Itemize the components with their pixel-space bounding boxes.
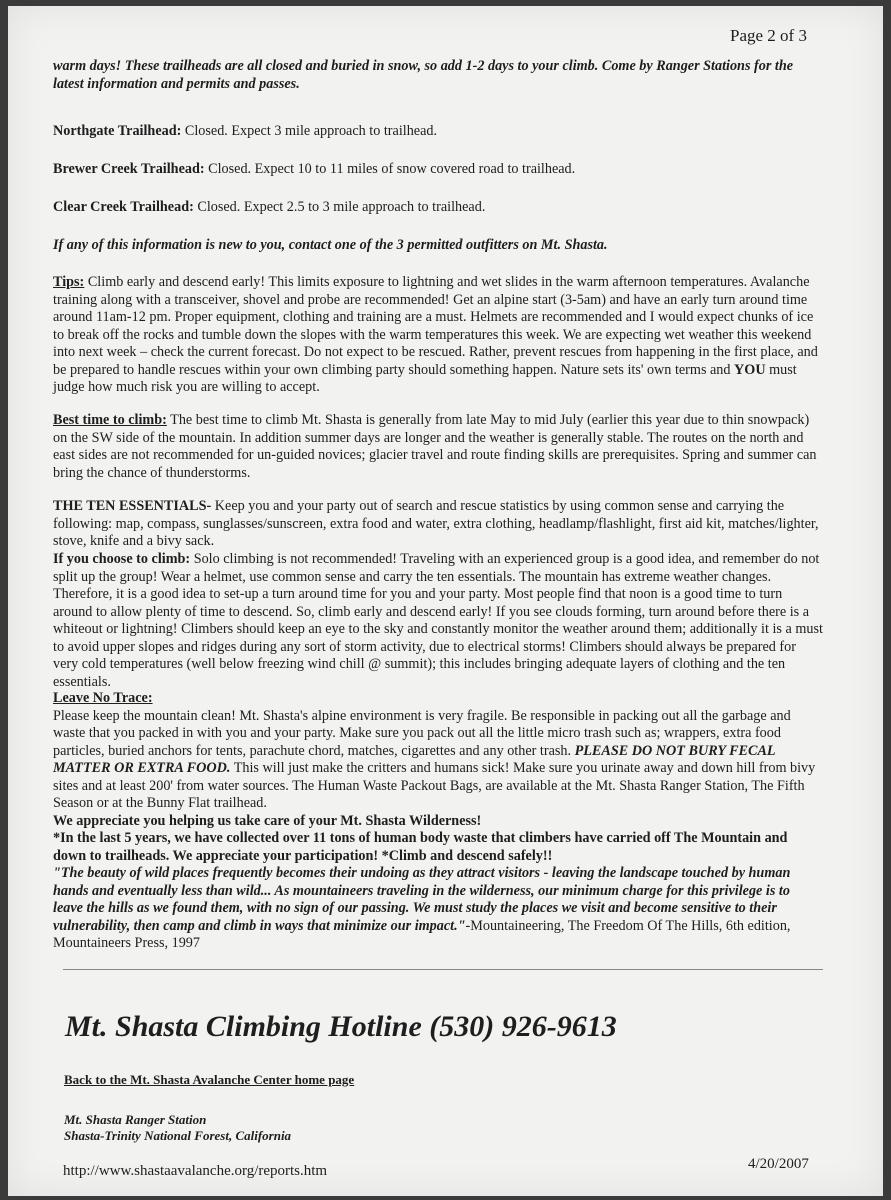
footer-organization xyxy=(64,1112,291,1144)
choose-to-climb-label: If you choose to climb: xyxy=(53,551,191,567)
trailhead-status: Closed. Expect 2.5 to 3 mile approach to trailhead. xyxy=(197,199,486,215)
trailhead-status: Closed. Expect 3 mile approach to trailhead. xyxy=(184,123,438,139)
trailhead-name: Clear Creek Trailhead: xyxy=(53,199,194,215)
leave-no-trace-label: Leave No Trace: xyxy=(53,690,153,706)
tips-text: Climb early and descend early! This limits exposure to lightning and wet slides in the warm afternoon temperatures. Avalanche training along with a transceiver, shovel and probe are recommended! Get an alpine start (3-5am) and have an early turn around time around 11am-12 pm. Proper equipment, clothing and training are a must. Helmets are recommended and I would expect chunks of ice to break off the rocks and tumble down the slopes with the warm temperatures this week. We are expecting wet weather this weekend into next week – check the current forecast. Do not expect to be rescued. Rather, prevent rescues from happening in the first place, and be prepared to handle rescues within your own climbing party should something happen. Nature sets its' own terms and xyxy=(53,274,818,378)
leave-no-trace-section xyxy=(53,690,823,953)
trailhead-brewer-creek xyxy=(53,161,823,179)
leave-no-trace-text xyxy=(53,708,823,813)
outfitters-note: If any of this information is new to you, contact one of the 3 permitted outfitters on Mt. Shasta. xyxy=(53,237,608,253)
trailhead-name: Brewer Creek Trailhead: xyxy=(53,161,205,177)
choose-to-climb-text: Solo climbing is not recommended! Traveling with an experienced group is a good idea, and remember do not split up the group! Wear a helmet, use common sense and carry the ten essentials. The mountain has extreme weather changes. Therefore, it is a good idea to set-up a turn around time for you and your party. Most people find that noon is a good time to turn around to allow plenty of time to descend. So, climb early and descend early! If you see clouds forming, turn around before there is a whiteout or lightning! Climbers should keep an eye to the sky and constantly monitor the weather around them; additionally it is a must to avoid upper slopes and ridges during any sort of storm activity, due to electrical storms! Climbers should always be prepared for very cold temperatures (well below freezing wind chill @ summit); this includes bringing adequate layers of clothing and the ten essentials. xyxy=(53,551,823,690)
wilderness-appreciation: We appreciate you helping us take care of your Mt. Shasta Wilderness! xyxy=(53,812,482,829)
page-url: http://www.shastaavalanche.org/reports.htm xyxy=(63,1163,328,1179)
intro-paragraph: warm days! These trailheads are all closed and buried in snow, so add 1-2 days to your climb. Come by Ranger Stations for the latest information and permits and passes. xyxy=(53,58,794,92)
best-time-text: The best time to climb Mt. Shasta is generally from late May to mid July (earlier this year due to thin snowpack) on the SW side of the mountain. In addition summer days are longer and the weather is generally stable. The routes on the north and east sides are not recommended for un-guided novices; glacier travel and route finding skills are prerequisites. Spring and summer can bring the chance of thunderstorms. xyxy=(53,412,817,481)
ten-essentials-label: THE TEN ESSENTIALS- xyxy=(53,498,212,514)
leave-no-trace-body-end: This will just make the critters and humans sick! Make sure you urinate away and down hill from bivy sites and at least 200' from water sources. The Human Waste Packout Bags, are available at the Mt. Shasta Ranger Station, The Fifth Season or at the Bunny Flat trailhead. xyxy=(53,760,816,811)
org-line-1: Mt. Shasta Ranger Station xyxy=(64,1112,207,1127)
trailhead-northgate xyxy=(53,123,823,141)
waste-stats: *In the last 5 years, we have collected over 11 tons of human body waste that climbers have carried off The Mountain and down to trailheads. We appreciate your participation! *Climb and descend safely!! xyxy=(53,830,788,864)
climbing-hotline: Mt. Shasta Climbing Hotline (530) 926-9613 xyxy=(65,1010,617,1043)
ten-essentials-paragraph xyxy=(53,498,823,551)
trailhead-clear-creek xyxy=(53,199,823,217)
leave-no-trace-emphasis: PLEASE DO NOT BURY FECAL MATTER OR EXTRA FOOD. xyxy=(53,742,776,776)
best-time-label: Best time to climb: xyxy=(53,412,167,428)
tips-text-end: must judge how much risk you are willing to accept. xyxy=(53,361,797,395)
best-time-paragraph xyxy=(53,412,823,482)
leave-no-trace-body: Please keep the mountain clean! Mt. Shasta's alpine environment is very fragile. Be responsible in packing out all the garbage and waste that you packed in with you and your party. Make sure you pack out all the little micro trash such as; wrappers, extra food particles, buried anchors for tents, parachute chord, matches, cigarettes and any other trash. xyxy=(53,707,791,759)
page-number: Page 2 of 3 xyxy=(730,26,807,45)
choose-to-climb-paragraph xyxy=(53,551,823,691)
print-date: 4/20/2007 xyxy=(748,1156,809,1172)
trailhead-name: Northgate Trailhead: xyxy=(53,123,182,139)
printed-page xyxy=(8,6,883,1196)
trailhead-status: Closed. Expect 10 to 11 miles of snow covered road to trailhead. xyxy=(208,161,576,177)
quote-block xyxy=(53,865,823,953)
ten-essentials-text: Keep you and your party out of search and rescue statistics by using common sense and carrying the following: map, compass, sunglasses/sunscreen, extra food and water, extra clothing, headlamp/flashlight, first aid kit, matches/lighter, stove, knife and a bivy sack. xyxy=(53,498,819,549)
divider xyxy=(63,969,823,970)
quote-source: -Mountaineering, The Freedom Of The Hills, 6th edition, Mountaineers Press, 1997 xyxy=(53,917,791,951)
org-line-2: Shasta-Trinity National Forest, California xyxy=(64,1128,292,1143)
back-to-home-link[interactable]: Back to the Mt. Shasta Avalanche Center home page xyxy=(64,1072,355,1087)
tips-you: YOU xyxy=(734,361,766,378)
quote-text: "The beauty of wild places frequently becomes their undoing as they attract visitors - leaving the landscape touched by human hands and eventually less than wild... As mountaineers traveling in the wilderness, our minimum charge for this privilege is to leave the hills as we found them, with no sign of our passing. We must study the places we visit and become sensitive to their vulnerability, then camp and climb in ways that minimize our impact." xyxy=(53,865,791,934)
tips-paragraph xyxy=(53,274,823,397)
tips-label: Tips: xyxy=(53,274,85,290)
